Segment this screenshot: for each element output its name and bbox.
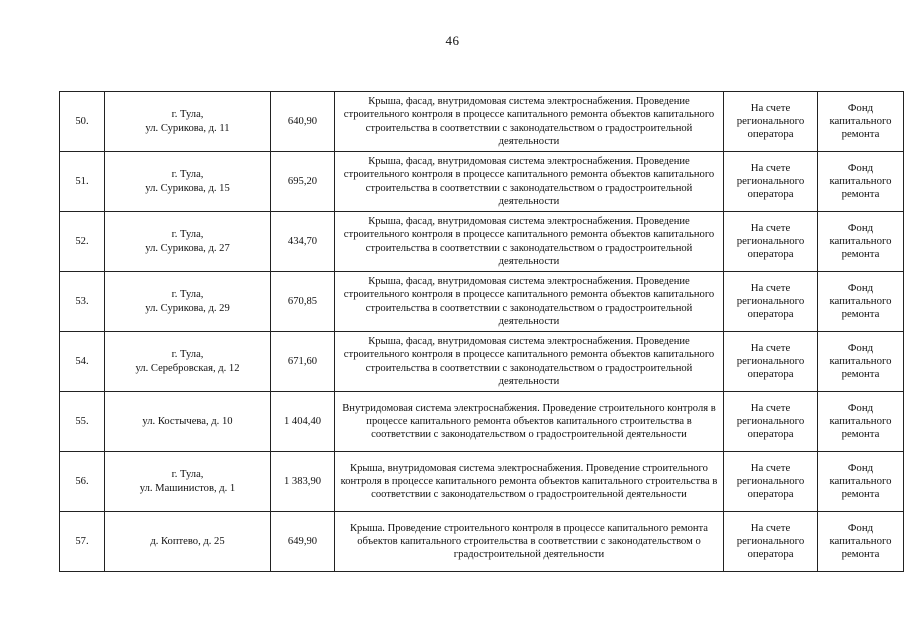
table-body bbox=[60, 92, 904, 572]
address-cell bbox=[105, 92, 271, 152]
address-line: ул. Машинистов, д. 1 bbox=[139, 482, 236, 494]
works-description: Крыша, фасад, внутридомовая система электроснабжения. Проведение строительного контроля в процессе капитального ремонта объектов капитального строительства в соответствии с законодательством о градостроительной деятельности bbox=[335, 272, 724, 332]
row-number: 52. bbox=[60, 212, 105, 272]
page-number: 46 bbox=[445, 33, 460, 48]
funding-source: Фонд капитального ремонта bbox=[818, 272, 904, 332]
address-line: ул. Костычева, д. 10 bbox=[142, 415, 233, 427]
row-number: 56. bbox=[60, 452, 105, 512]
area-value: 695,20 bbox=[271, 152, 335, 212]
address-line: ул. Сурикова, д. 29 bbox=[145, 302, 230, 314]
works-description: Внутридомовая система электроснабжения. Проведение строительного контроля в процессе капитального ремонта объектов капитального строительства в соответствии с законодательством о градостроительной деятельности bbox=[335, 392, 724, 452]
account-type: На счете регионального оператора bbox=[724, 272, 818, 332]
capital-repair-table bbox=[59, 91, 904, 572]
funding-source: Фонд капитального ремонта bbox=[818, 512, 904, 572]
address-line: г. Тула, bbox=[171, 469, 204, 481]
area-value: 670,85 bbox=[271, 272, 335, 332]
table-row bbox=[60, 392, 904, 452]
row-number: 50. bbox=[60, 92, 105, 152]
address-cell bbox=[105, 332, 271, 392]
works-description: Крыша, фасад, внутридомовая система электроснабжения. Проведение строительного контроля в процессе капитального ремонта объектов капитального строительства в соответствии с законодательством о градостроительной деятельности bbox=[335, 332, 724, 392]
funding-source: Фонд капитального ремонта bbox=[818, 332, 904, 392]
row-number: 54. bbox=[60, 332, 105, 392]
row-number: 57. bbox=[60, 512, 105, 572]
works-description: Крыша, фасад, внутридомовая система электроснабжения. Проведение строительного контроля в процессе капитального ремонта объектов капитального строительства в соответствии с законодательством о градостроительной деятельности bbox=[335, 92, 724, 152]
account-type: На счете регионального оператора bbox=[724, 452, 818, 512]
account-type: На счете регионального оператора bbox=[724, 392, 818, 452]
address-line: ул. Сурикова, д. 27 bbox=[145, 242, 230, 254]
area-value: 671,60 bbox=[271, 332, 335, 392]
row-number: 55. bbox=[60, 392, 105, 452]
address-line: ул. Сурикова, д. 15 bbox=[145, 182, 230, 194]
area-value: 434,70 bbox=[271, 212, 335, 272]
address-line: г. Тула, bbox=[171, 289, 204, 301]
account-type: На счете регионального оператора bbox=[724, 92, 818, 152]
area-value: 1 383,90 bbox=[271, 452, 335, 512]
address-line: г. Тула, bbox=[171, 169, 204, 181]
works-description: Крыша, фасад, внутридомовая система электроснабжения. Проведение строительного контроля в процессе капитального ремонта объектов капитального строительства в соответствии с законодательством о градостроительной деятельности bbox=[335, 152, 724, 212]
address-cell bbox=[105, 152, 271, 212]
account-type: На счете регионального оператора bbox=[724, 152, 818, 212]
account-type: На счете регионального оператора bbox=[724, 332, 818, 392]
funding-source: Фонд капитального ремонта bbox=[818, 212, 904, 272]
table-row bbox=[60, 152, 904, 212]
address-line: г. Тула, bbox=[171, 349, 204, 361]
funding-source: Фонд капитального ремонта bbox=[818, 92, 904, 152]
funding-source: Фонд капитального ремонта bbox=[818, 452, 904, 512]
row-number: 51. bbox=[60, 152, 105, 212]
account-type: На счете регионального оператора bbox=[724, 212, 818, 272]
table-row bbox=[60, 332, 904, 392]
address-line: г. Тула, bbox=[171, 229, 204, 241]
table-row bbox=[60, 512, 904, 572]
funding-source: Фонд капитального ремонта bbox=[818, 392, 904, 452]
works-description: Крыша, фасад, внутридомовая система электроснабжения. Проведение строительного контроля в процессе капитального ремонта объектов капитального строительства в соответствии с законодательством о градостроительной деятельности bbox=[335, 212, 724, 272]
table-row bbox=[60, 212, 904, 272]
address-line: д. Коптево, д. 25 bbox=[150, 535, 225, 547]
area-value: 1 404,40 bbox=[271, 392, 335, 452]
table-row bbox=[60, 272, 904, 332]
address-cell bbox=[105, 212, 271, 272]
table-row bbox=[60, 452, 904, 512]
area-value: 640,90 bbox=[271, 92, 335, 152]
works-description: Крыша, внутридомовая система электроснабжения. Проведение строительного контроля в процессе капитального ремонта объектов капитального строительства в соответствии с законодательством о градостроительной деятельности bbox=[335, 452, 724, 512]
address-cell bbox=[105, 272, 271, 332]
address-cell bbox=[105, 512, 271, 572]
table-row bbox=[60, 92, 904, 152]
address-cell bbox=[105, 452, 271, 512]
row-number: 53. bbox=[60, 272, 105, 332]
works-description: Крыша. Проведение строительного контроля в процессе капитального ремонта объектов капитального строительства в соответствии с законодательством о градостроительной деятельности bbox=[335, 512, 724, 572]
address-line: г. Тула, bbox=[171, 109, 204, 121]
area-value: 649,90 bbox=[271, 512, 335, 572]
address-cell bbox=[105, 392, 271, 452]
account-type: На счете регионального оператора bbox=[724, 512, 818, 572]
funding-source: Фонд капитального ремонта bbox=[818, 152, 904, 212]
address-line: ул. Сурикова, д. 11 bbox=[145, 122, 230, 134]
address-line: ул. Серебровская, д. 12 bbox=[135, 362, 240, 374]
